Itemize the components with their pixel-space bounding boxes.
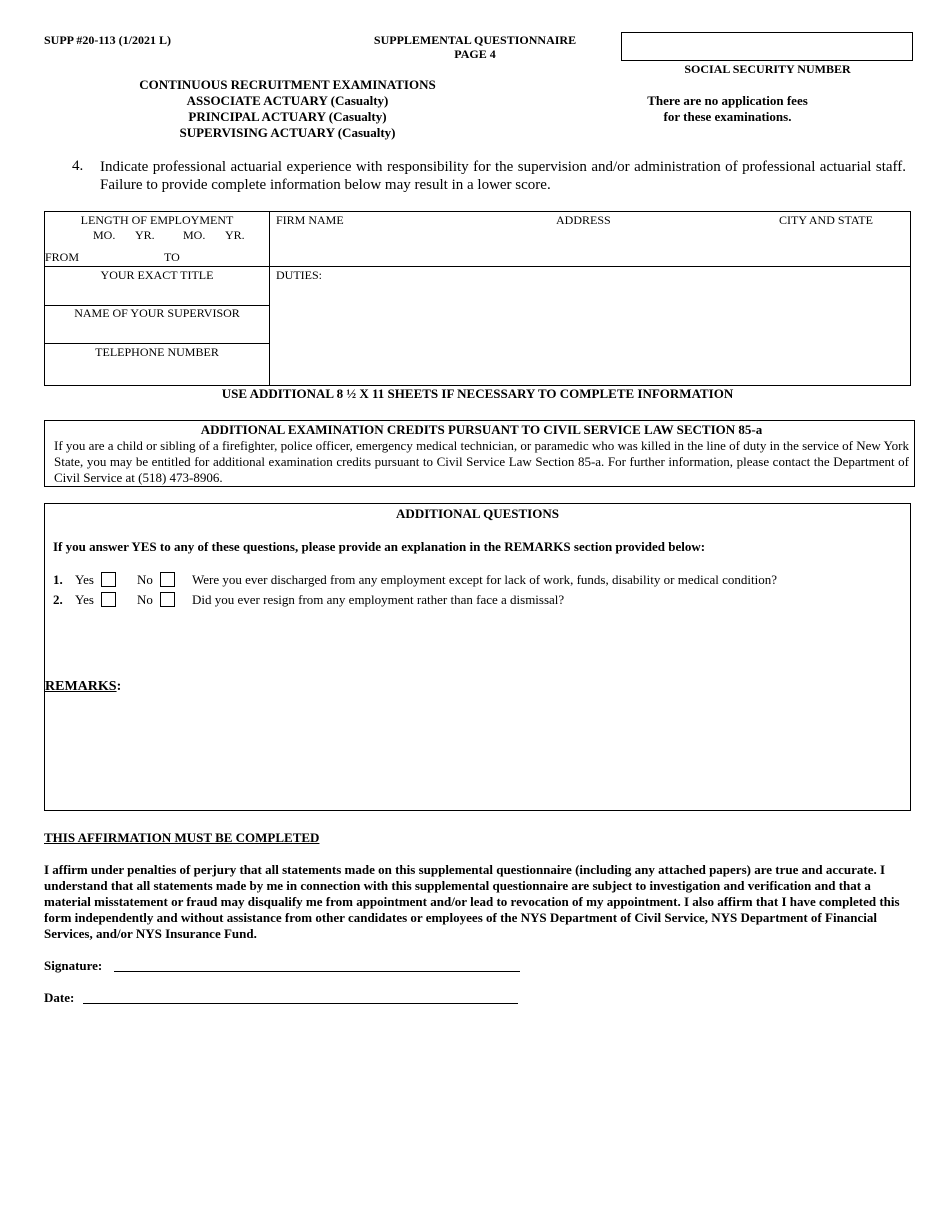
additional-sheets-note: USE ADDITIONAL 8 ½ X 11 SHEETS IF NECESSARY TO COMPLETE INFORMATION [221,386,734,401]
city-state-label: CITY AND STATE [779,213,873,227]
table-divider [45,266,910,267]
remarks-colon: : [116,679,122,694]
from-label: FROM [45,250,80,264]
fees-note [620,93,835,125]
q2-no-checkbox[interactable] [160,592,175,607]
telephone-label: TELEPHONE NUMBER [95,345,219,359]
length-of-employment-label: LENGTH OF EMPLOYMENT [80,213,234,227]
signature-label: Signature: [44,958,103,973]
table-divider [45,343,269,344]
yes-label: Yes [75,592,94,607]
year-label: YR. [225,228,245,242]
no-label: No [137,592,153,607]
affirmation-text: I affirm under penalties of perjury that all statements made on this supplemental questionnaire (including any attached papers) are true and accurate. I understand that all statements made by me in connection with this supplemental questionnaire are subject to investigation and verification and that a material misstatement or fraud may disqualify me from appointment and/or lead to revocation of my appointment. I also affirm that I have completed this form independently and without assistance from other candidates or employees of the NYS Department of Civil Service, NYS Department of Financial Services, and/or NYS Insurance Fund. [44,862,900,941]
question-number: 4. [72,158,84,174]
question-number: 1. [53,572,63,587]
signature-field[interactable] [114,971,520,972]
month-label: MO. [183,228,206,242]
credits-title: ADDITIONAL EXAMINATION CREDITS PURSUANT TO CIVIL SERVICE LAW SECTION 85-a [200,422,763,437]
form-title-line: SUPPLEMENTAL QUESTIONNAIRE [373,33,577,47]
remarks-label [45,679,121,695]
additional-questions-section [44,503,911,811]
additional-questions-title: ADDITIONAL QUESTIONS [396,506,559,521]
date-field[interactable] [83,1003,518,1004]
table-divider [269,212,270,385]
no-label: No [137,572,153,587]
q1-no-checkbox[interactable] [160,572,175,587]
ssn-input-box[interactable] [621,32,913,61]
date-label: Date: [44,990,75,1005]
remarks-area[interactable] [47,700,908,808]
form-title [360,33,590,61]
fees-line: There are no application fees [647,93,808,108]
exact-title-label: YOUR EXACT TITLE [100,268,214,282]
q1-yes-checkbox[interactable] [101,572,116,587]
form-id: SUPP #20-113 (1/2021 L) [44,33,172,47]
additional-questions-instructions: If you answer YES to any of these questions, please provide an explanation in the REMARKS section provided below: [53,539,706,554]
firm-name-label: FIRM NAME [276,213,344,227]
question-text: Indicate professional actuarial experience with responsibility for the supervision and/or administration of professional actuarial staff. Failure to provide complete information below may result in a lower score. [100,159,906,193]
question-text: Were you ever discharged from any employment except for lack of work, funds, disability or medical condition? [192,572,777,587]
address-label: ADDRESS [556,213,611,227]
exam-title-line: ASSOCIATE ACTUARY (Casualty) [186,93,389,108]
q2-yes-checkbox[interactable] [101,592,116,607]
question-text: Did you ever resign from any employment rather than face a dismissal? [192,592,565,607]
duties-label: DUTIES: [276,268,322,282]
exam-title-line: CONTINUOUS RECRUITMENT EXAMINATIONS [139,77,436,92]
supervisor-label: NAME OF YOUR SUPERVISOR [74,306,240,320]
to-label: TO [164,250,180,264]
exam-title-line: PRINCIPAL ACTUARY (Casualty) [188,109,387,124]
exam-title-line: SUPERVISING ACTUARY (Casualty) [179,125,396,140]
month-label: MO. [93,228,116,242]
credits-notice [44,420,915,487]
ssn-label: SOCIAL SECURITY NUMBER [684,62,851,76]
affirmation-heading: THIS AFFIRMATION MUST BE COMPLETED [44,830,320,845]
credits-body: If you are a child or sibling of a firefighter, police officer, emergency medical technician, or paramedic who was killed in the line of duty in the service of New York State, you may be entitled for additional examination credits pursuant to Civil Service Law Section 85-a. For further information, please contact the Department of Civil Service at (518) 473-8906. [54,438,909,485]
question-number: 2. [53,592,63,607]
fees-line: for these examinations. [663,109,792,124]
remarks-label-text: REMARKS [45,679,117,694]
experience-table [44,211,911,386]
exam-titles [100,77,475,141]
year-label: YR. [135,228,155,242]
page-number: PAGE 4 [454,47,496,61]
yes-label: Yes [75,572,94,587]
